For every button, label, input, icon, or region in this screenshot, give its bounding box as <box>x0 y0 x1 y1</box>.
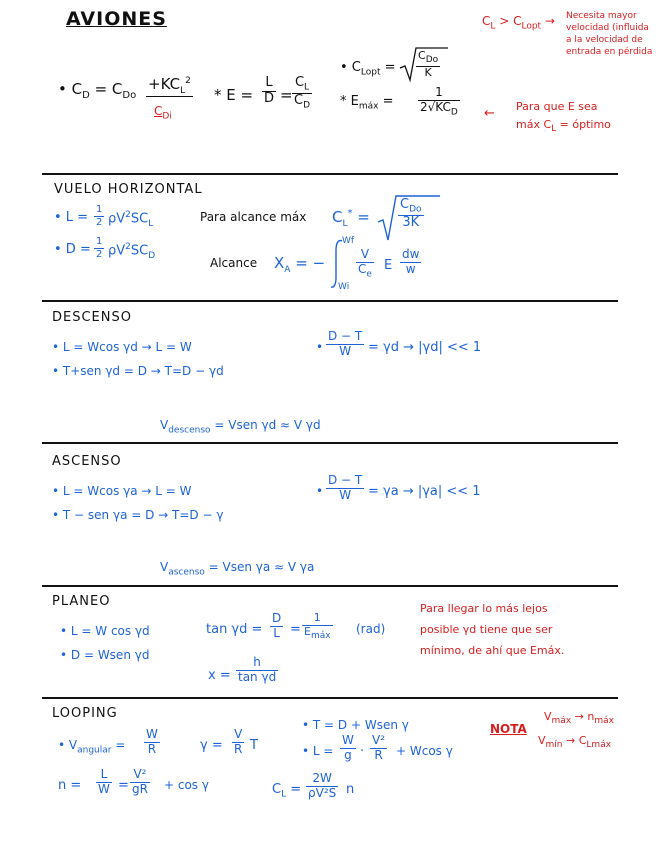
looping-cl-eq: = <box>290 782 302 797</box>
xa-x: X <box>274 254 285 272</box>
descenso-frac-den: W <box>339 343 352 358</box>
planeo-red-line2: posible γd tiene que ser <box>420 623 553 636</box>
divider <box>42 300 618 302</box>
looping-cl-frac <box>306 772 338 801</box>
nota-line2-rest-sub: Lmáx <box>586 740 612 751</box>
cl-star-sup: * <box>347 208 353 219</box>
int-dw-den: w <box>405 261 416 276</box>
emax-num: 1 <box>418 86 460 101</box>
clopt-lhs <box>340 60 396 78</box>
ascenso-line2: • T − sen γa = D → T=D − γ <box>52 508 224 522</box>
looping-l-lhs: • L = <box>302 744 334 758</box>
planeo-tan-num: D <box>272 611 282 625</box>
red-cl: C <box>482 14 491 28</box>
looping-cl-sub: L <box>281 789 287 800</box>
alcance-max-label: Para alcance máx <box>200 210 307 224</box>
cd-sub: D <box>82 90 90 101</box>
descenso-line2: • T+sen γd = D → T=D − γd <box>52 364 224 378</box>
vuelo-l-half-den: 2 <box>96 216 103 228</box>
descenso-v: V <box>160 418 169 432</box>
planeo-x-den: tan γd <box>238 669 277 684</box>
clopt-den: K <box>424 65 432 79</box>
int-dw-frac <box>400 248 421 277</box>
divider <box>42 585 618 587</box>
descenso-velocity <box>160 418 321 435</box>
looping-l-frac2 <box>370 734 387 763</box>
clopt-num: C <box>418 49 426 62</box>
planeo-tan-num2: 1 <box>302 612 333 626</box>
cl-star-c: C <box>332 208 343 226</box>
cd-sub-do: Do <box>122 90 137 101</box>
cl-star-frac <box>398 198 424 231</box>
int-v-num: V <box>356 248 374 263</box>
cd-lhs: • C <box>58 80 83 98</box>
e-def-frac2 <box>292 76 312 111</box>
planeo-tan-den2: E <box>304 624 311 638</box>
vuelo-d-half-num: 1 <box>96 236 103 247</box>
descenso-frac-rest: = γd → |γd| << 1 <box>368 340 482 355</box>
ascenso-frac-den: W <box>339 487 352 502</box>
alcance-label: Alcance <box>210 256 258 270</box>
looping-l-frac1 <box>340 734 356 763</box>
red-cl-compare <box>482 14 555 31</box>
descenso-v-rest: = Vsen γd ≈ V γd <box>214 418 321 432</box>
int-upper: Wf <box>342 236 355 246</box>
looping-vang-sub: angular <box>77 745 112 756</box>
vuelo-l-tail-sub: L <box>148 218 154 229</box>
cd-formula <box>58 80 136 101</box>
planeo-line2: • D = Wsen γd <box>60 648 150 662</box>
looping-vang-num: W <box>146 727 158 741</box>
vuelo-d-exp: 2 <box>125 242 131 252</box>
emax-e: * E <box>340 94 359 109</box>
looping-n-frac2 <box>130 768 150 797</box>
red-emax-line3: = óptimo <box>559 118 611 131</box>
clopt-eq: = <box>384 60 396 75</box>
looping-vang-v: • V <box>58 738 78 752</box>
looping-gamma-den: R <box>234 741 243 756</box>
int-v-den-sub: e <box>366 269 372 280</box>
planeo-line1: • L = W cos γd <box>60 624 150 638</box>
nota-line1 <box>544 710 614 726</box>
planeo-tan-den: L <box>273 625 280 640</box>
e-def-num2: C <box>294 75 305 90</box>
divider <box>42 173 618 175</box>
cd-red-sub: Di <box>162 111 172 122</box>
planeo-red-line3: mínimo, de ahí que Emáx. <box>420 644 565 657</box>
planeo-red-line1: Para llegar lo más lejos <box>420 602 548 615</box>
planeo-tan-frac1 <box>270 612 283 641</box>
vuelo-d-half <box>94 236 104 260</box>
cd-term-num: +KC <box>148 75 181 93</box>
cd-term-sub: L <box>180 86 186 96</box>
cl-star-sub: L <box>342 219 348 229</box>
looping-gamma-frac <box>232 728 244 757</box>
clopt-sub: Lopt <box>360 67 381 78</box>
section-heading-descenso: DESCENSO <box>52 310 132 325</box>
ascenso-v: V <box>160 560 169 574</box>
nota-line2-v: V <box>538 734 546 747</box>
planeo-tan-lhs: tan γd = <box>206 622 263 637</box>
red-emax-arrow: ← <box>484 106 495 121</box>
ascenso-v-sub: ascenso <box>168 567 205 578</box>
ascenso-frac-rest: = γa → |γa| << 1 <box>368 484 481 499</box>
looping-cl-tail: n <box>346 782 355 797</box>
emax-den-sub: D <box>450 107 458 118</box>
red-emax-line2: máx C <box>516 118 552 131</box>
cl-star-num: C <box>400 197 410 212</box>
looping-n-num1: L <box>96 768 112 783</box>
ascenso-frac-num: D − T <box>328 473 363 487</box>
planeo-tan-eq: = <box>290 622 301 637</box>
looping-n-eq: = <box>118 778 129 793</box>
planeo-tan-unit: (rad) <box>356 622 386 636</box>
vuelo-l-half <box>94 204 104 228</box>
emax-sub: máx <box>358 101 379 112</box>
ascenso-line1: • L = Wcos γa → L = W <box>52 484 192 498</box>
vuelo-d-rest <box>108 242 155 261</box>
cd-term-exp: 2 <box>185 76 191 86</box>
red-note-line4: entrada en pérdida <box>566 47 653 57</box>
looping-cl-den: ρV²S <box>308 785 337 800</box>
section-heading-vuelo: VUELO HORIZONTAL <box>54 182 203 197</box>
emax-den: 2√KC <box>420 99 451 114</box>
cl-star-num-sub: Do <box>409 204 422 215</box>
nota-line2 <box>538 734 611 750</box>
ascenso-velocity <box>160 560 314 577</box>
nota-line1-sub: máx <box>551 716 572 727</box>
vuelo-l-half-num: 1 <box>96 204 103 215</box>
looping-n-den1: W <box>98 781 110 796</box>
looping-n-frac1 <box>96 768 112 797</box>
vuelo-l-rho: ρV <box>108 211 126 227</box>
xa-eq: = − <box>295 254 326 272</box>
red-note <box>566 10 652 58</box>
e-def-num2-sub: L <box>304 82 310 93</box>
looping-gamma-tail: T <box>250 738 258 753</box>
divider <box>42 442 618 444</box>
e-def-den2: C <box>294 92 304 108</box>
e-def-num1: L <box>262 76 276 92</box>
red-arrow: → <box>544 14 555 28</box>
cd-induced-term <box>146 76 193 97</box>
looping-cl-num: 2W <box>306 772 338 787</box>
looping-cl-lhs <box>272 782 301 800</box>
descenso-v-sub: descenso <box>168 425 211 436</box>
vuelo-d-tail: SC <box>130 243 149 259</box>
e-def-den2-sub: D <box>303 100 311 111</box>
red-note-line1: Necesita mayor <box>566 11 637 21</box>
nota-label: NOTA <box>490 722 527 736</box>
descenso-line1: • L = Wcos γd → L = W <box>52 340 192 354</box>
descenso-frac-num: D − T <box>328 329 363 343</box>
cd-red-c: C <box>154 104 163 118</box>
e-def-eq: = <box>280 86 293 104</box>
red-note-line2: velocidad (influida <box>566 23 649 33</box>
red-cl-sub: L <box>490 21 496 32</box>
looping-n-tail: + cos γ <box>164 778 209 792</box>
int-e: E <box>384 258 393 273</box>
int-v-den: C <box>358 261 367 276</box>
vuelo-d-half-den: 2 <box>96 248 103 260</box>
looping-l-den1: g <box>344 747 352 762</box>
cl-star-eq: = <box>357 208 370 226</box>
int-v-frac <box>356 248 374 280</box>
vuelo-l-exp: 2 <box>125 210 131 220</box>
nota-line2-sub: mín <box>545 740 563 751</box>
looping-n-lhs: n = <box>58 778 82 793</box>
looping-vang-den: R <box>147 741 157 756</box>
emax-eq: = <box>382 94 394 109</box>
vuelo-d-rho: ρV <box>108 243 126 259</box>
section-heading-looping: LOOPING <box>52 706 118 721</box>
looping-l-dot: · <box>360 744 365 759</box>
planeo-x-lhs: x = <box>208 668 231 683</box>
looping-n-den2: gR <box>132 781 148 796</box>
planeo-tan-den2-sub: máx <box>310 630 331 641</box>
looping-l-num2: V² <box>372 733 386 747</box>
cl-star-lhs <box>332 208 370 229</box>
looping-vang-frac <box>144 728 160 757</box>
section-heading-planeo: PLANEO <box>52 594 111 609</box>
vuelo-l-rest <box>108 210 153 229</box>
looping-vang-lhs <box>58 738 125 755</box>
looping-l-tail: + Wcos γ <box>396 744 453 758</box>
looping-gamma-lhs: γ = <box>200 738 223 753</box>
nota-line2-rest: → C <box>566 734 587 747</box>
e-def-den1: D <box>264 90 275 106</box>
cl-star-den: 3K <box>402 214 420 230</box>
looping-l-num1: W <box>342 733 354 747</box>
looping-l-den2: R <box>374 747 383 762</box>
red-emax-line1: Para que E sea <box>516 100 598 113</box>
int-dw-num: dw <box>402 247 420 261</box>
xa-lhs <box>274 254 325 275</box>
descenso-frac-bullet: • <box>316 340 324 354</box>
planeo-red-note <box>420 598 564 661</box>
divider <box>42 697 618 699</box>
nota-line1-rest-sub: máx <box>594 716 614 727</box>
nota-line1-v: V <box>544 710 552 723</box>
nota-line1-rest: → n <box>574 710 595 723</box>
looping-cl-c: C <box>272 782 282 797</box>
looping-n-num2: V² <box>130 768 150 783</box>
cd-induced-red <box>154 104 172 121</box>
emax-lhs <box>340 94 394 112</box>
clopt-num-sub: Do <box>425 55 439 66</box>
red-note-line3: a la velocidad de <box>566 35 643 45</box>
emax-frac <box>418 86 460 118</box>
planeo-x-num: h <box>236 656 278 671</box>
cd-eq: = C <box>94 80 123 98</box>
looping-t-eq: • T = D + Wsen γ <box>302 718 409 732</box>
looping-gamma-num: V <box>232 728 244 743</box>
red-gt-sub: Lopt <box>521 21 542 32</box>
looping-vang-eq: = <box>115 738 126 752</box>
descenso-frac <box>326 330 364 359</box>
e-def-lhs: * E = <box>214 86 254 104</box>
int-lower: Wi <box>338 282 350 292</box>
red-gt: > C <box>499 14 522 28</box>
red-emax-note <box>516 98 611 138</box>
planeo-tan-frac2 <box>302 612 333 641</box>
vuelo-l-tail: SC <box>130 211 149 227</box>
planeo-x-frac <box>236 656 278 685</box>
red-emax-line2-sub: L <box>551 124 557 135</box>
vuelo-d-lhs: • D = <box>54 242 91 257</box>
vuelo-l-lhs: • L = <box>54 210 89 225</box>
ascenso-frac <box>326 474 364 503</box>
ascenso-v-rest: = Vsen γa ≈ V γa <box>208 560 315 574</box>
clopt-c: • C <box>340 60 361 75</box>
page-title: AVIONES <box>66 8 167 30</box>
vuelo-d-tail-sub: D <box>148 250 156 261</box>
e-def-frac1 <box>262 76 276 107</box>
ascenso-frac-bullet: • <box>316 484 324 498</box>
xa-sub: A <box>284 265 291 275</box>
clopt-frac <box>416 50 440 79</box>
section-heading-ascenso: ASCENSO <box>52 454 122 469</box>
